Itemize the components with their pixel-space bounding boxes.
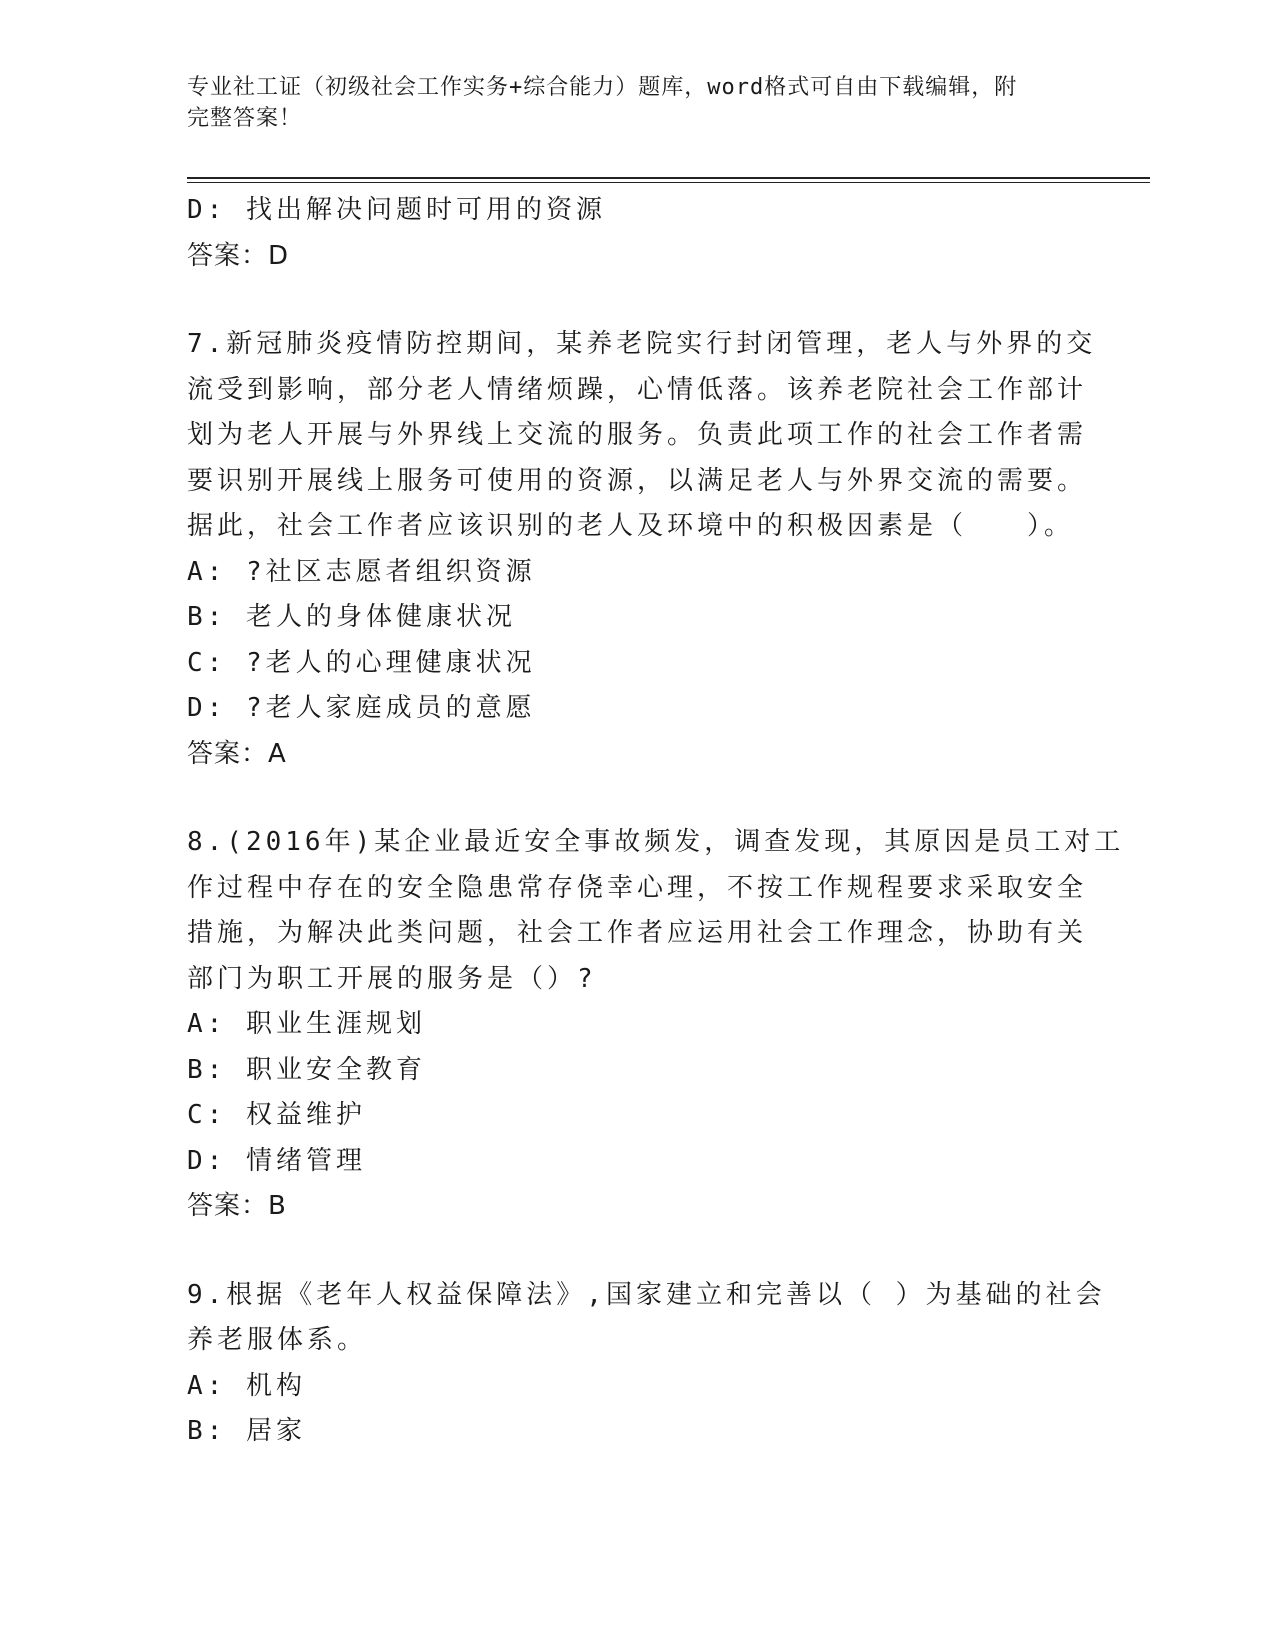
page-header (187, 72, 1087, 134)
option-a: A: ?社区志愿者组织资源 (187, 556, 536, 587)
option-d: D: ?老人家庭成员的意愿 (187, 693, 536, 723)
option-a: A: 职业生涯规划 (187, 1009, 426, 1039)
question-text-line: 养老服体系。 (187, 1325, 368, 1355)
question-text-line: 8.(2016年)某企业最近安全事故频发，调查发现，其原因是员工对工 (187, 827, 1125, 857)
spacer (187, 1230, 1067, 1273)
question-text-line: 流受到影响，部分老人情绪烦躁，心情低落。该养老院社会工作部计 (187, 374, 1088, 405)
question-text-line: 9.根据《老年人权益保障法》,国家建立和完善以（ ）为基础的社会 (187, 1279, 1106, 1310)
option-d: D: 找出解决问题时可用的资源 (187, 195, 606, 225)
question-text-line: 作过程中存在的安全隐患常存侥幸心理，不按工作规程要求采取安全 (187, 872, 1088, 903)
option-a: A: 机构 (187, 1370, 306, 1401)
header-divider-thick (187, 177, 1150, 179)
spacer (187, 777, 1067, 820)
header-line-2: 完整答案！ (187, 106, 303, 131)
answer-line: 答案：A (187, 738, 287, 769)
question-text-line: 要识别开展线上服务可使用的资源，以满足老人与外界交流的需要。 (187, 465, 1088, 496)
answer-line: 答案：B (187, 1191, 287, 1221)
previous-question-tail (187, 188, 1067, 279)
option-d: D: 情绪管理 (187, 1145, 366, 1176)
question-9 (187, 1273, 1106, 1455)
question-7 (187, 322, 1097, 777)
option-b: B: 居家 (187, 1416, 306, 1446)
question-text-line: 措施，为解决此类问题，社会工作者应运用社会工作理念，协助有关 (187, 918, 1088, 948)
option-c: C: ?老人的心理健康状况 (187, 647, 536, 678)
option-b: B: 职业安全教育 (187, 1054, 426, 1085)
question-content (187, 188, 1125, 1455)
option-c: C: 权益维护 (187, 1100, 366, 1130)
answer-line: 答案：D (187, 240, 290, 271)
question-text-line: 据此，社会工作者应该识别的老人及环境中的积极因素是（ ）。 (187, 511, 1075, 541)
question-text-line: 部门为职工开展的服务是（）? (187, 963, 597, 994)
option-b: B: 老人的身体健康状况 (187, 602, 516, 632)
question-text-line: 7.新冠肺炎疫情防控期间，某养老院实行封闭管理，老人与外界的交 (187, 329, 1097, 359)
question-8 (187, 820, 1125, 1230)
header-line-1: 专业社工证（初级社会工作实务+综合能力）题库，word格式可自由下载编辑，附 (187, 75, 1018, 100)
header-divider-thin (187, 182, 1150, 183)
question-text-line: 划为老人开展与外界线上交流的服务。负责此项工作的社会工作者需 (187, 420, 1088, 450)
spacer (187, 279, 1067, 322)
